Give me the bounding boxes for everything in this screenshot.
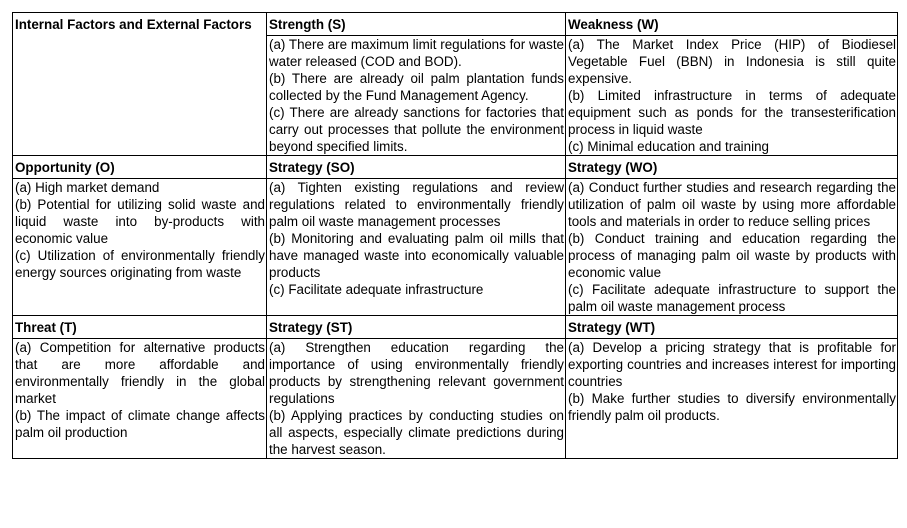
so-item: (b) Monitoring and evaluating palm oil mills that have managed waste into economically valuable products bbox=[269, 231, 564, 280]
corner-header: Internal Factors and External Factors bbox=[15, 17, 252, 32]
threat-items-cell bbox=[13, 339, 267, 459]
threat-item: (b) The impact of climate change affects palm oil production bbox=[15, 408, 265, 440]
so-header: Strategy (SO) bbox=[269, 160, 355, 175]
wo-item: (a) Conduct further studies and research regarding the utilization of palm oil waste by using more affordable tools and materials in order to reduce selling prices bbox=[568, 180, 896, 229]
opportunity-item: (c) Utilization of environmentally friendly energy sources originating from waste bbox=[15, 248, 265, 280]
st-header: Strategy (ST) bbox=[269, 320, 353, 335]
opportunity-header: Opportunity (O) bbox=[15, 160, 115, 175]
opportunity-header-cell bbox=[13, 156, 267, 179]
swot-table bbox=[12, 12, 898, 459]
opportunity-items-cell bbox=[13, 179, 267, 316]
wt-header: Strategy (WT) bbox=[568, 320, 656, 335]
wt-item: (b) Make further studies to diversify environmentally friendly palm oil products. bbox=[568, 391, 896, 423]
wt-header-cell bbox=[566, 316, 898, 339]
threat-header-row bbox=[13, 316, 898, 339]
strength-item: (a) There are maximum limit regulations for waste water released (COD and BOD). bbox=[269, 37, 564, 69]
wo-header-cell bbox=[566, 156, 898, 179]
header-row bbox=[13, 13, 898, 36]
threat-header-cell bbox=[13, 316, 267, 339]
st-item: (a) Strengthen education regarding the importance of using environmentally friendly products by strengthening relevant government regulations bbox=[269, 340, 564, 406]
strength-header: Strength (S) bbox=[269, 17, 346, 32]
strength-header-cell bbox=[267, 13, 566, 36]
wo-item: (c) Facilitate adequate infrastructure to support the palm oil waste management process bbox=[568, 282, 896, 314]
threat-header: Threat (T) bbox=[15, 320, 77, 335]
threat-items-row bbox=[13, 339, 898, 459]
opportunity-item: (b) Potential for utilizing solid waste and liquid waste into by-products with economic value bbox=[15, 197, 265, 246]
st-items-cell bbox=[267, 339, 566, 459]
weakness-items-cell bbox=[566, 36, 898, 156]
wt-item: (a) Develop a pricing strategy that is profitable for exporting countries and increases interest for importing countries bbox=[568, 340, 896, 389]
wo-header: Strategy (WO) bbox=[568, 160, 658, 175]
so-items-cell bbox=[267, 179, 566, 316]
so-item: (c) Facilitate adequate infrastructure bbox=[269, 282, 484, 297]
weakness-item: (a) The Market Index Price (HIP) of Biodiesel Vegetable Fuel (BBN) in Indonesia is still quite expensive. bbox=[568, 37, 896, 86]
so-item: (a) Tighten existing regulations and review regulations related to environmentally friendly palm oil waste management processes bbox=[269, 180, 564, 229]
opportunity-items-row bbox=[13, 179, 898, 316]
wo-items-cell bbox=[566, 179, 898, 316]
weakness-header-cell bbox=[566, 13, 898, 36]
st-item: (b) Applying practices by conducting studies on all aspects, especially climate predictions during the harvest season. bbox=[269, 408, 564, 457]
weakness-item: (c) Minimal education and training bbox=[568, 139, 769, 154]
strength-item: (c) There are already sanctions for factories that carry out processes that pollute the environment beyond specified limits. bbox=[269, 105, 564, 154]
opportunity-header-row bbox=[13, 156, 898, 179]
so-header-cell bbox=[267, 156, 566, 179]
opportunity-item: (a) High market demand bbox=[15, 180, 160, 195]
weakness-item: (b) Limited infrastructure in terms of adequate equipment such as ponds for the transesterification process in liquid waste bbox=[568, 88, 896, 137]
wo-item: (b) Conduct training and education regarding the process of managing palm oil waste by products with economic value bbox=[568, 231, 896, 280]
wt-items-cell bbox=[566, 339, 898, 459]
strength-items-cell bbox=[267, 36, 566, 156]
corner-header-cell bbox=[13, 13, 267, 156]
st-header-cell bbox=[267, 316, 566, 339]
threat-item: (a) Competition for alternative products that are more affordable and environmentally friendly in the global market bbox=[15, 340, 265, 406]
strength-item: (b) There are already oil palm plantation funds collected by the Fund Management Agency. bbox=[269, 71, 564, 103]
weakness-header: Weakness (W) bbox=[568, 17, 659, 32]
